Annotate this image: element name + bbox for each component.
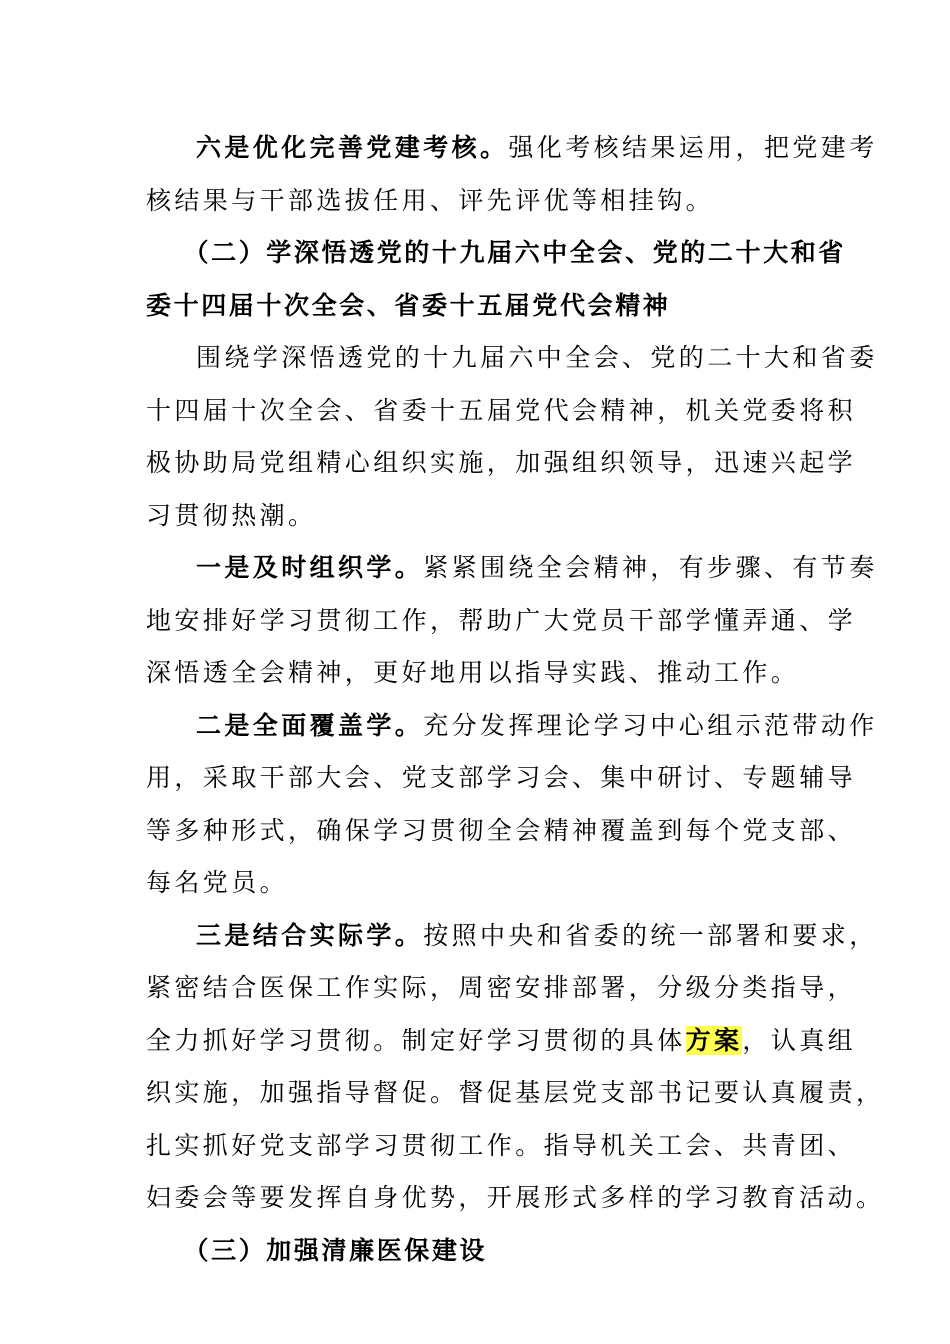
paragraph-lead: 一是及时组织学。 bbox=[196, 553, 424, 582]
paragraph-line bbox=[146, 1015, 857, 1068]
section-heading-2 bbox=[146, 227, 846, 332]
paragraph-line: 扎实抓好党支部学习贯彻工作。指导机关工会、共青团、 bbox=[146, 1130, 857, 1160]
highlighted-text: 方案 bbox=[685, 1025, 743, 1055]
paragraph-text: 强化考核结果运用，把党建考 bbox=[508, 133, 878, 162]
paragraph-text: 充分发挥理论学习中心组示范带动作 bbox=[423, 710, 878, 740]
paragraph-line: 地安排好学习贯彻工作，帮助广大党员干部学懂弄通、学 bbox=[146, 605, 857, 635]
paragraph-text: ，认真组 bbox=[742, 1025, 857, 1055]
paragraph-line: 深悟透全会精神，更好地用以指导实践、推动工作。 bbox=[146, 658, 800, 687]
paragraph-line: 织实施，加强指导督促。督促基层党支部书记要认真履责， bbox=[146, 1078, 885, 1107]
heading-line: （三）加强清廉医保建设 bbox=[183, 1235, 488, 1265]
paragraph-lead: 六是优化完善党建考核。 bbox=[196, 133, 509, 162]
paragraph-timely-study bbox=[146, 542, 878, 700]
paragraph-line bbox=[146, 910, 878, 963]
section-heading-3 bbox=[146, 1225, 806, 1278]
paragraph-full-coverage bbox=[146, 700, 878, 910]
paragraph-lead: 二是全面覆盖学。 bbox=[196, 710, 424, 740]
paragraph-line: 围绕学深悟透党的十九届六中全会、党的二十大和省委 bbox=[196, 343, 878, 372]
paragraph-party-assessment bbox=[146, 122, 878, 227]
paragraph-line: 极协助局党组精心组织实施，加强组织领导，迅速兴起学 bbox=[146, 448, 857, 477]
heading-line: （二）学深悟透党的十九届六中全会、党的二十大和省 bbox=[183, 238, 846, 267]
paragraph-line: 妇委会等要发挥自身优势，开展形式多样的学习教育活动。 bbox=[146, 1183, 885, 1212]
paragraph-line bbox=[146, 122, 878, 175]
paragraph-text: 紧紧围绕全会精神，有步骤、有节奏 bbox=[423, 553, 878, 582]
paragraph-lead: 三是结合实际学。 bbox=[196, 920, 424, 950]
paragraph-text: 全力抓好学习贯彻。制定好学习贯彻的具体 bbox=[146, 1025, 686, 1055]
paragraph-line: 每名党员。 bbox=[146, 868, 289, 897]
paragraph-line: 核结果与干部选拔任用、评先评优等相挂钩。 bbox=[146, 185, 715, 215]
paragraph-line: 十四届十次全会、省委十五届党代会精神，机关党委将积 bbox=[146, 395, 857, 425]
paragraph-line bbox=[146, 700, 878, 753]
paragraph-line: 用，采取干部大会、党支部学习会、集中研讨、专题辅导 bbox=[146, 763, 857, 792]
paragraph-line bbox=[146, 542, 878, 595]
paragraph-line: 习贯彻热潮。 bbox=[146, 500, 317, 530]
heading-line: 委十四届十次全会、省委十五届党代会精神 bbox=[146, 290, 671, 320]
paragraph-practical-study bbox=[146, 910, 885, 1225]
paragraph-line: 紧密结合医保工作实际，周密安排部署，分级分类指导， bbox=[146, 973, 857, 1002]
paragraph-line: 等多种形式，确保学习贯彻全会精神覆盖到每个党支部、 bbox=[146, 815, 857, 845]
document-page bbox=[146, 122, 885, 1277]
paragraph-study-intro bbox=[146, 332, 878, 542]
paragraph-text: 按照中央和省委的统一部署和要求， bbox=[423, 920, 878, 950]
